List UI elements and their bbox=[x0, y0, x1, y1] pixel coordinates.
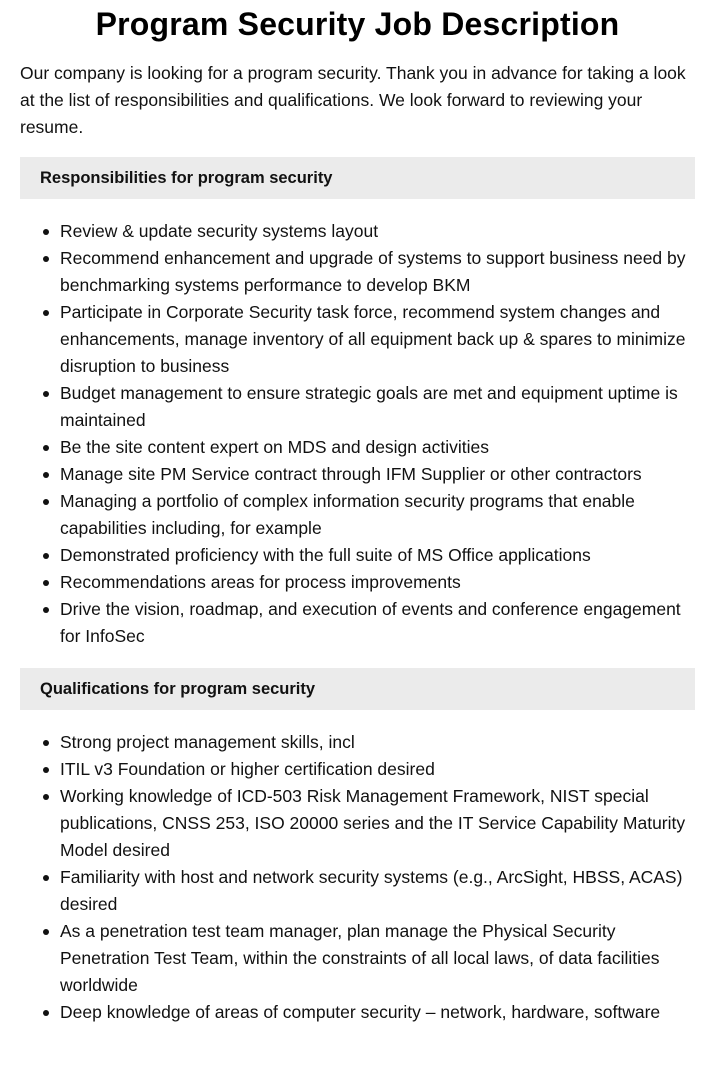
bullet-icon bbox=[43, 1010, 49, 1016]
bullet-icon bbox=[43, 391, 49, 397]
list-item-text: Be the site content expert on MDS and design activities bbox=[60, 437, 489, 457]
list-item-text: Drive the vision, roadmap, and execution of events and conference engagement for InfoSec bbox=[60, 599, 681, 646]
list-item-text: Review & update security systems layout bbox=[60, 221, 379, 241]
list-item-text: ITIL v3 Foundation or higher certification desired bbox=[60, 759, 435, 779]
qualifications-heading: Qualifications for program security bbox=[20, 668, 695, 710]
bullet-icon bbox=[43, 794, 49, 800]
list-item bbox=[60, 596, 695, 650]
list-item bbox=[60, 729, 695, 756]
list-item bbox=[60, 245, 695, 299]
bullet-icon bbox=[43, 740, 49, 746]
list-item bbox=[60, 783, 695, 864]
page-title: Program Security Job Description bbox=[95, 6, 620, 42]
bullet-icon bbox=[43, 499, 49, 505]
bullet-icon bbox=[43, 607, 49, 613]
list-item-text: Managing a portfolio of complex information security programs that enable capabilities including, for example bbox=[60, 491, 635, 538]
list-item bbox=[60, 380, 695, 434]
list-item bbox=[60, 461, 695, 488]
list-item bbox=[60, 434, 695, 461]
list-item-text: Working knowledge of ICD-503 Risk Management Framework, NIST special publications, CNSS 253, ISO 20000 series and the IT Service Capability Maturity Model desired bbox=[60, 786, 686, 860]
bullet-icon bbox=[43, 580, 49, 586]
list-item bbox=[60, 864, 695, 918]
list-item bbox=[60, 488, 695, 542]
list-item bbox=[60, 918, 695, 999]
bullet-icon bbox=[43, 767, 49, 773]
list-item-text: Familiarity with host and network security systems (e.g., ArcSight, HBSS, ACAS) desired bbox=[60, 867, 683, 914]
bullet-icon bbox=[43, 553, 49, 559]
list-item-text: Budget management to ensure strategic goals are met and equipment uptime is maintained bbox=[60, 383, 678, 430]
bullet-icon bbox=[43, 929, 49, 935]
bullet-icon bbox=[43, 310, 49, 316]
bullet-icon bbox=[43, 445, 49, 451]
bullet-icon bbox=[43, 875, 49, 881]
list-item bbox=[60, 218, 695, 245]
list-item bbox=[60, 999, 695, 1026]
responsibilities-heading: Responsibilities for program security bbox=[20, 157, 695, 199]
intro-paragraph: Our company is looking for a program security. Thank you in advance for taking a look at the list of responsibilities and qualifications. We look forward to reviewing your resume. bbox=[20, 63, 686, 137]
list-item-text: As a penetration test team manager, plan manage the Physical Security Penetration Test Team, within the constraints of all local laws, of data facilities worldwide bbox=[60, 921, 660, 995]
bullet-icon bbox=[43, 256, 49, 262]
responsibilities-list bbox=[20, 218, 695, 650]
bullet-icon bbox=[43, 229, 49, 235]
list-item bbox=[60, 542, 695, 569]
list-item-text: Deep knowledge of areas of computer security – network, hardware, software bbox=[60, 1002, 661, 1022]
list-item bbox=[60, 569, 695, 596]
qualifications-list bbox=[20, 729, 695, 1026]
list-item-text: Strong project management skills, incl bbox=[60, 732, 355, 752]
list-item-text: Manage site PM Service contract through IFM Supplier or other contractors bbox=[60, 464, 642, 484]
bullet-icon bbox=[43, 472, 49, 478]
list-item-text: Recommendations areas for process improvements bbox=[60, 572, 461, 592]
list-item bbox=[60, 299, 695, 380]
list-item-text: Demonstrated proficiency with the full suite of MS Office applications bbox=[60, 545, 591, 565]
list-item bbox=[60, 756, 695, 783]
list-item-text: Participate in Corporate Security task force, recommend system changes and enhancements, manage inventory of all equipment back up & spares to minimize disruption to business bbox=[60, 302, 686, 376]
list-item-text: Recommend enhancement and upgrade of systems to support business need by benchmarking systems performance to develop BKM bbox=[60, 248, 686, 295]
